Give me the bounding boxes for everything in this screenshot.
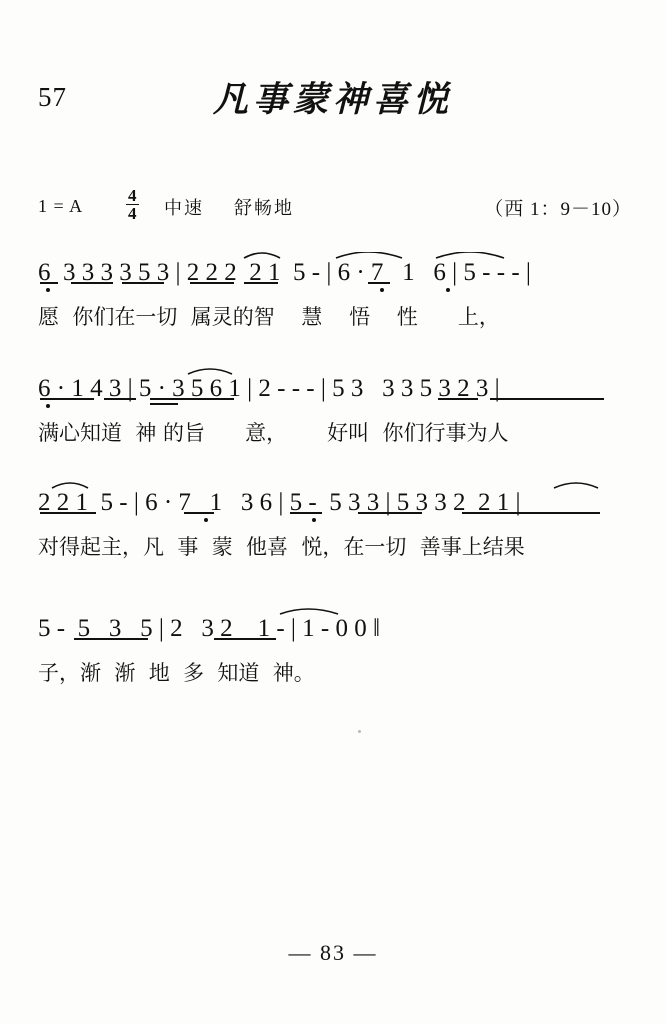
notation-line-2: 6 · 1 4 3 | 5 · 3 5 6 1 | 2 - - - | 5 3 3 3 5 3 2 3 |: [38, 375, 500, 402]
notation-line-3: 2 2 1 5 - | 6 · 7 1 3 6 | 5 - 5 3 3 | 5 3 3 2 2 1 |: [38, 489, 521, 516]
music-system-4: [38, 608, 638, 690]
expression-marking: 舒畅地: [234, 198, 294, 219]
notation-line-4: 5 - 5 3 5 | 2 3 2 1 - | 1 - 0 0 ‖: [38, 615, 381, 642]
time-signature: [126, 188, 139, 221]
lyrics-line-3: 对得起主，凡 事 蒙 他喜 悦，在一切 善事上结果: [38, 535, 525, 559]
music-system-3: [38, 482, 638, 564]
paper-speck: [358, 730, 361, 733]
page-number: — 83 —: [288, 940, 378, 965]
scripture-reference: （西 1：9－10）: [484, 199, 632, 220]
time-signature-numerator: 4: [128, 186, 137, 205]
score-meta-row: [38, 188, 632, 222]
notation-line-1: 6 3 3 3 3 5 3 | 2 2 2 2 1 5 - | 6 · 7 1 6 | 5 - - - |: [38, 259, 531, 286]
music-system-2: [38, 368, 638, 450]
lyrics-line-1: 愿 你们在一切 属灵的智 慧 悟 性 上，: [38, 305, 500, 329]
lyrics-line-4: 子，渐 渐 地 多 知道 神。: [38, 661, 315, 685]
page-title: 凡事蒙神喜悦: [212, 79, 453, 120]
time-signature-denominator: 4: [128, 204, 137, 223]
music-system-1: [38, 252, 638, 334]
lyrics-line-2: 满心知道 神 的旨 意， 好叫 你们行事为人: [38, 421, 509, 445]
tempo-marking: 中速: [164, 198, 204, 219]
song-number: 57: [38, 82, 67, 112]
key-signature: 1 = A: [38, 196, 84, 216]
